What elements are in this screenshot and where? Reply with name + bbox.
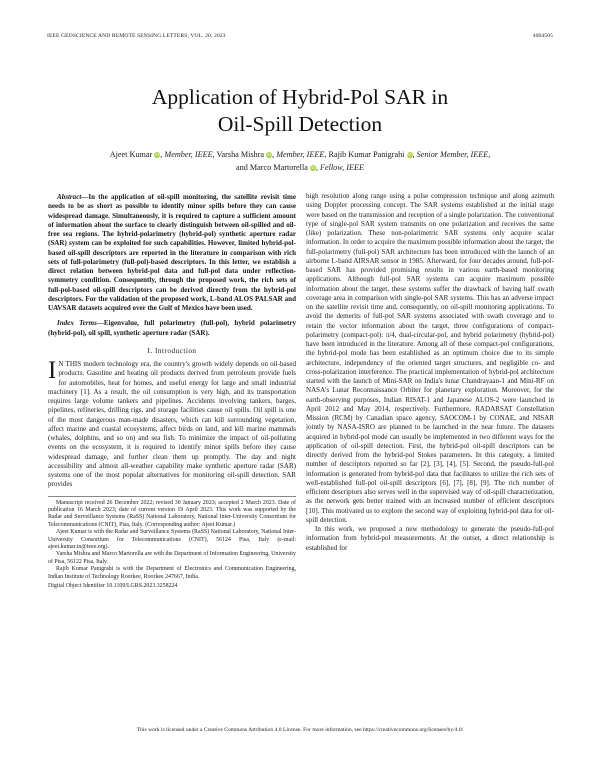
running-header: [47, 33, 553, 43]
intro-text: N THIS modern technology era, the country's growth widely depends on oil-based products. Gasoline and heating oil products derived from petroleum provide fuels for automobiles, heat for homes, and useful energy for large and small industrial machinery [1]. As a result, the oil consumption is very high, and its transportation requires large volume tankers and pipelines. Accidents involving tankers, barges, pipelines, refineries, drilling rigs, and storage facilities cause oil spills. Oil spill is one of the most dangerous man-made disasters, which can kill surrounding vegetation, affect marine and coastal ecosystems, affect birds on land, and kill marine mammals (whales, dolphins, and so on) and sea fish. To minimize the impact of oil-polluting events on the ecosystem, it is required to identify minor spills before they cause widespread damage, and further clean them up promptly. The day and night accessibility and almost all-weather capability make synthetic aperture radar (SAR) systems one of the most popular alternatives for monitoring oil-spill detection. SAR provides: [48, 360, 296, 489]
index-terms-text: —Eigenvalue, full polarimetry (full-pol), hybrid polarimetry (hybrid-pol), oil spill, synthetic aperture radar (SAR).: [48, 319, 296, 337]
doi[interactable]: Digital Object Identifier 10.1109/LGRS.2023.3258224: [48, 582, 178, 589]
orcid-icon[interactable]: iD: [407, 152, 412, 157]
author-line-1: [52, 148, 548, 161]
footnote-affiliation: Varsha Mishra and Marco Martorella are with the Department of Information Engineering, University of Pisa, 56122 Pisa, Italy.: [48, 551, 296, 565]
author-line-2: [52, 161, 548, 174]
paper-title: [60, 84, 540, 138]
journal-name: IEEE GEOSCIENCE AND REMOTE SENSING LETTERS, VOL. 20, 2023: [47, 33, 226, 39]
footnote-received: Manuscript received 26 December 2022; revised 30 January 2023; accepted 2 March 2023. Date of publication 16 March 2023; date of current version 19 April 2023. This work was supported by the Radar and Surveillance Systems (RaSS) National Laboratory, National Inter-University Consortium for Telecommunications (CNIT), Pisa, Italy. (Corresponding author: Ajeet Kumar.): [48, 499, 296, 528]
abstract: [48, 193, 296, 313]
license-footer[interactable]: This work is licensed under a Creative Commons Attribution 4.0 License. For more information, see https://creativecommons.org/licenses/by/4.0/: [136, 727, 464, 733]
orcid-icon[interactable]: iD: [310, 165, 316, 170]
author-name: Varsha Mishra: [216, 150, 265, 159]
author-role: , Fellow, IEEE: [315, 163, 364, 172]
author-list: [52, 148, 548, 174]
footnotes: [48, 496, 296, 590]
index-terms-label: Index Terms: [57, 319, 97, 328]
body-paragraph: In this work, we proposed a new methodology to generate the pseudo-full-pol information from hybrid-pol measurements. At the outset, a direct relationship is established for: [306, 525, 554, 552]
author-name: Ajeet Kumar: [109, 150, 153, 159]
drop-cap: I: [48, 357, 57, 384]
index-terms: [48, 319, 296, 338]
orcid-icon[interactable]: iD: [155, 152, 160, 157]
author-role: , Member, IEEE,: [160, 150, 215, 159]
abstract-text: —In the application of oil-spill monitoring, the satellite revisit time needs to be as short as possible to identify minor spills before they can cause widespread damage. Simultaneously, it is required to capture a sufficient amount of information about the surface to clearly distinguish between oil-spilled and oil-free sea regions. The hybrid-polarimetry (hybrid-pol) synthetic aperture radar (SAR) system can be exploited for such capabilities. However, limited hybrid-pol-based oil-spill descriptors are reported in the literature in comparison with rich sets of full-polarimetry (full-pol)-based descriptors. In this letter, we establish a direct relation between hybrid-pol data and full-pol data under reflection-symmetry condition. Consequently, through the proposed work, the rich sets of full-pol-based oil-spill descriptors can be derived directly from the hybrid-pol descriptors. For the validation of the proposed work, L-band ALOS PALSAR and UAVSAR datasets acquired over the Gulf of Mexico have been used.: [48, 193, 296, 312]
article-number: 4004505: [532, 33, 553, 39]
section-heading: I. Introduction: [147, 346, 197, 355]
title-line-2: Oil-Spill Detection: [217, 112, 383, 136]
author-name: and Marco Martorella: [236, 163, 308, 172]
title-line-1: Application of Hybrid-Pol SAR in: [151, 85, 449, 109]
abstract-label: Abstract: [57, 193, 82, 201]
footnote-affiliation: Rajib Kumar Panigrahi is with the Department of Electronics and Communication Engineering, Indian Institute of Technology Roorkee, Roorkee 247667, India.: [48, 566, 296, 580]
intro-paragraph: [48, 357, 296, 490]
footnote-affiliation: Ajeet Kumar is with the Radar and Surveillance Systems (RaSS) National Laboratory, National Inter-University Consortium for Telecommunications (CNIT), 56124 Pisa, Italy (e-mail: ajeet.kumar.in@ieee.org).: [48, 529, 296, 550]
author-role: , Member, IEEE,: [272, 150, 327, 159]
body-paragraph: high resolution along range using a pulse compression technique and along azimuth using Doppler processing concept. The SAR systems established at the initial stage were based on the transmission and reception of a single polarization. The conventional type of single-pol SAR system transmits on one polarization and receives the same (like) polarization. These non-polarimetric SAR systems only acquire scalar information. In order to acquire the maximum possible information about the target, the full-polarimetry (full-pol) SAR architecture has been introduced with the launch of an airborne L-band AIRSAR sensor in 1985. Afterward, for four decades around, full-pol-based SAR has provided promising results in various earth-based monitoring applications. Although full-pol SAR systems can acquire maximum possible information about the target, these systems suffer the drawback of having half swath coverage area in comparison with single-pol SAR systems. This has an adverse impact on the satellite revisit time and, consequently, on oil-spill monitoring applications. To avoid the demerits of full-pol SAR systems associated with swath coverage and to retain the vector information about the target, three configurations of compact-polarimetry (compact-pol): π/4, dual-circular-pol, and hybrid polarimetry (hybrid-pol) have been introduced in the literature. Among all of these compact-pol configurations, the hybrid-pol mode has been established as an optimum choice due to its simple architecture, independency of the oriented target structures, and negligible co- and cross-polarization interference. The practical implementation of hybrid-pol architecture started with the launch of Mini-SAR on India's lunar Chandrayaan-1 and Mini-RF on NASA's Lunar Reconnaissance Orbiter for planetary exploration. Moreover, for the earth-observing purposes, Indian RISAT-1 and Japanese ALOS-2 were launched in April 2012 and May 2014, respectively. Furthermore, RADARSAT Constellation Mission (RCM) by Canadian space agency, SAOCOM-1 by CONAE, and NISAR jointly by NASA-ISRO are planned to be launched in the near future. The datasets acquired in hybrid-pol mode can usually be implemented in two different ways for the application of oil-spill detection. First, the hybrid-pol oil-spill descriptors can be directly derived from the hybrid-pol Stokes parameters. In this category, a limited number of descriptors reported so far [2], [3], [4], [5]. Second, the pseudo-full-pol information is generated from hybrid-pol data that facilitates to utilize the rich sets of well-established full-pol oil-spill descriptors [6], [7], [8], [9]. The rich number of efficient descriptors also serves well in the supervised way of oil-spill characterization, as the network gets better trained with an increased number of efficient descriptors [10]. This motivated us to explore the second way of exploiting hybrid-pol data for oil-spill detection.: [306, 192, 554, 524]
right-column: [306, 192, 554, 553]
author-name: Rajib Kumar Panigrahi: [328, 150, 405, 159]
left-column: [48, 193, 296, 590]
orcid-icon[interactable]: iD: [266, 152, 272, 157]
author-role: , Senior Member, IEEE,: [412, 150, 491, 159]
